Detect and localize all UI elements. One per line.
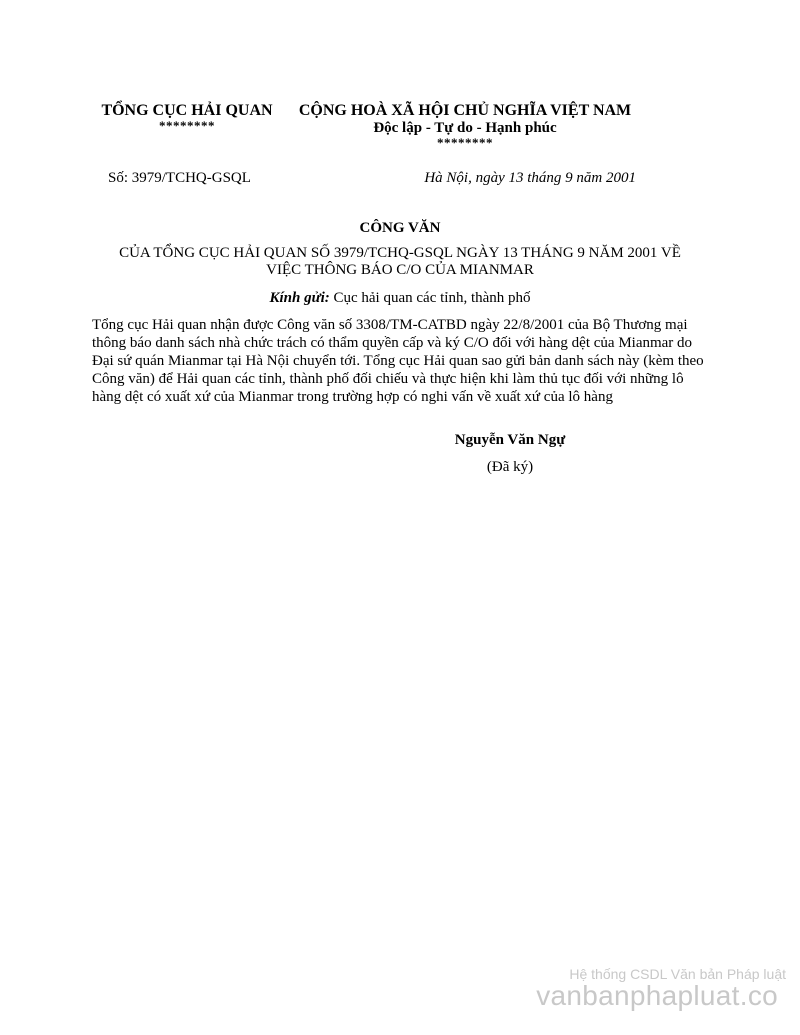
motto-separator: ******** [437, 135, 493, 150]
document-subject: CỦA TỔNG CỤC HẢI QUAN SỐ 3979/TCHQ-GSQL NGÀY 13 THÁNG 9 NĂM 2001 VỀ VIỆC THÔNG BÁO C/O CỦA MIANMAR [119, 245, 681, 278]
watermark-caption: Hệ thống CSDL Văn bản Pháp luật [569, 966, 786, 982]
signer-name: Nguyễn Văn Ngự [454, 432, 566, 448]
recipient-value: Cục hải quan các tỉnh, thành phố [333, 290, 531, 306]
watermark-site: vanbanphapluat.co [536, 980, 778, 1011]
issuing-agency-block [92, 102, 282, 131]
body-paragraph: Tổng cục Hải quan nhận được Công văn số 3308/TM-CATBD ngày 22/8/2001 của Bộ Thương mại thông báo danh sách nhà chức trách có thẩm quyền cấp và ký C/O đối với hàng dệt của Mianmar do Đại sứ quán Mianmar tại Hà Nội chuyển tới. Tổng cục Hải quan sao gửi bản danh sách này (kèm theo Công văn) để Hải quan các tỉnh, thành phố đối chiếu và thực hiện khi làm thủ tục đối với những lô hàng dệt có xuất xứ của Mianmar trong trường hợp có nghi vấn về xuất xứ của lô hàng [92, 317, 704, 405]
national-motto: Độc lập - Tự do - Hạnh phúc [373, 120, 557, 136]
agency-separator: ******** [159, 118, 215, 133]
recipient-line [0, 289, 800, 307]
national-title: CỘNG HOÀ XÃ HỘI CHỦ NGHĨA VIỆT NAM [298, 102, 632, 119]
issuing-agency: TỔNG CỤC HẢI QUAN [101, 102, 273, 119]
document-type: CÔNG VĂN [359, 220, 441, 236]
place-and-date: Hà Nội, ngày 13 tháng 9 năm 2001 [424, 170, 636, 186]
document-number: Số: 3979/TCHQ-GSQL [108, 170, 251, 186]
signature-status: (Đã ký) [486, 459, 534, 475]
recipient-label: Kính gửi: [269, 290, 330, 306]
national-header-block [290, 102, 640, 148]
